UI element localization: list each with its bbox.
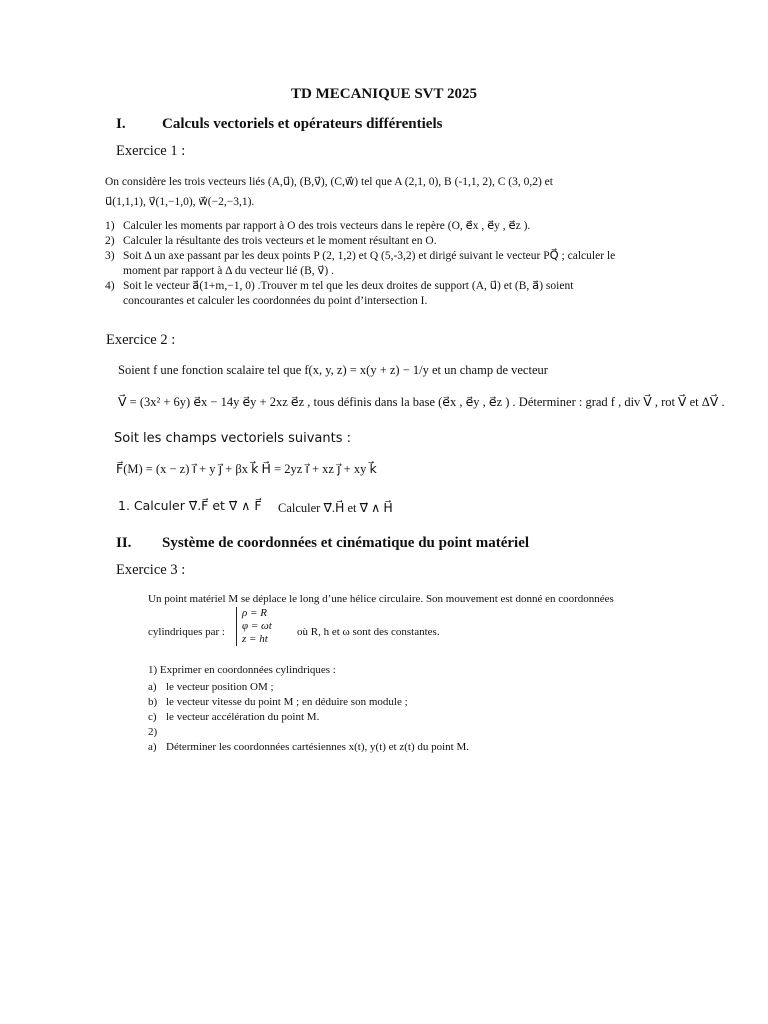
- list-item: [148, 725, 469, 740]
- item-text: Calculer les moments par rapport à O des trois vecteurs dans le repère (O, e⃗x , e⃗y , e⃗z ).: [123, 220, 531, 232]
- item-number: 2): [105, 235, 115, 247]
- item-text: le vecteur position OM ;: [166, 681, 274, 693]
- ex3-cyl-label: cylindriques par :: [148, 626, 225, 638]
- item-number: b): [148, 696, 158, 708]
- ex2-line-2: V⃗ = (3x² + 6y) e⃗x − 14y e⃗y + 2xz e⃗z , tous définis dans la base (e⃗x , e⃗y , e⃗z ) . Déterminer : grad f , div V⃗ , rot V⃗ et ΔV⃗ .: [118, 395, 725, 409]
- exercise-3-heading: Exercice 3 :: [116, 562, 186, 578]
- ex1-intro-line-2: u⃗(1,1,1), v⃗(1,−1,0), w⃗(−2,−3,1).: [105, 196, 255, 208]
- ex3-question-list: [148, 680, 469, 755]
- item-number: 1): [105, 220, 115, 232]
- ex3-question-1: 1) Exprimer en coordonnées cylindriques :: [148, 664, 336, 676]
- item-text: Calculer la résultante des trois vecteurs et le moment résultant en O.: [123, 235, 437, 247]
- item-text: Soit le vecteur a⃗(1+m,−1, 0) .Trouver m tel que les deux droites de support (A, u⃗) et (B, a⃗) soient: [123, 280, 574, 292]
- list-item: [148, 740, 469, 755]
- list-item: [148, 710, 469, 725]
- equation-phi: φ = ωt: [242, 620, 272, 632]
- ex3-equation-system: [232, 607, 272, 646]
- ex1-intro-line-1: On considère les trois vecteurs liés (A,u⃗), (B,v⃗), (C,w⃗) tel que A (2,1, 0), B (-1,1, 2), C (3, 0,2) et: [105, 176, 553, 188]
- item-number: 4): [105, 280, 115, 292]
- ex2-line-4: F⃗(M) = (x − z) i⃗ + y j⃗ + βx k⃗ H⃗ = 2yz i⃗ + xz j⃗ + xy k⃗: [116, 462, 377, 476]
- ex1-question-list: [105, 219, 705, 309]
- section-number: II.: [116, 535, 132, 551]
- item-number: 3): [105, 250, 115, 262]
- list-item: [105, 219, 705, 234]
- ex3-intro: Un point matériel M se déplace le long d’une hélice circulaire. Son mouvement est donné en coordonnées: [148, 593, 614, 605]
- item-number: a): [148, 741, 157, 753]
- document-title: TD MECANIQUE SVT 2025: [291, 86, 477, 102]
- ex3-constants-note: où R, h et ω sont des constantes.: [297, 626, 440, 638]
- list-item: [105, 234, 705, 249]
- item-text: le vecteur accélération du point M.: [166, 711, 320, 723]
- item-text: Déterminer les coordonnées cartésiennes x(t), y(t) et z(t) du point M.: [166, 741, 470, 753]
- section-number: I.: [116, 116, 126, 132]
- exercise-2-heading: Exercice 2 :: [106, 332, 176, 348]
- list-item: [105, 279, 705, 294]
- list-item-continuation: [105, 294, 705, 309]
- item-text: Soit Δ un axe passant par les deux points P (2, 1,2) et Q (5,-3,2) et dirigé suivant le vecteur PQ⃗ ; calculer le: [123, 250, 616, 262]
- ex2-line-5b: Calculer ∇⃗.H⃗ et ∇⃗ ∧ H⃗: [278, 501, 393, 515]
- section-label: Système de coordonnées et cinématique du point matériel: [162, 535, 530, 551]
- item-text: moment par rapport à Δ du vecteur lié (B, v⃗) .: [123, 265, 334, 277]
- item-number: a): [148, 681, 157, 693]
- section-label: Calculs vectoriels et opérateurs différentiels: [162, 116, 443, 132]
- list-item-continuation: [105, 264, 705, 279]
- item-text: le vecteur vitesse du point M ; en déduire son module ;: [166, 696, 408, 708]
- equation-brace: [236, 607, 272, 646]
- list-item: [148, 695, 469, 710]
- ex2-line-1: Soient f une fonction scalaire tel que f(x, y, z) = x(y + z) − 1/y et un champ de vecteur: [118, 363, 548, 377]
- ex2-line-3: Soit les champs vectoriels suivants :: [114, 431, 352, 446]
- item-text: concourantes et calculer les coordonnées du point d’intersection I.: [123, 295, 428, 307]
- ex2-line-5a: 1. Calculer ∇⃗.F⃗ et ∇⃗ ∧ F⃗: [118, 498, 262, 513]
- equation-z: z = ht: [242, 633, 268, 645]
- item-number: c): [148, 711, 157, 723]
- exercise-1-heading: Exercice 1 :: [116, 143, 186, 159]
- equation-rho: ρ = R: [242, 607, 267, 619]
- list-item: [148, 680, 469, 695]
- list-item: [105, 249, 705, 264]
- item-number: 2): [148, 726, 158, 738]
